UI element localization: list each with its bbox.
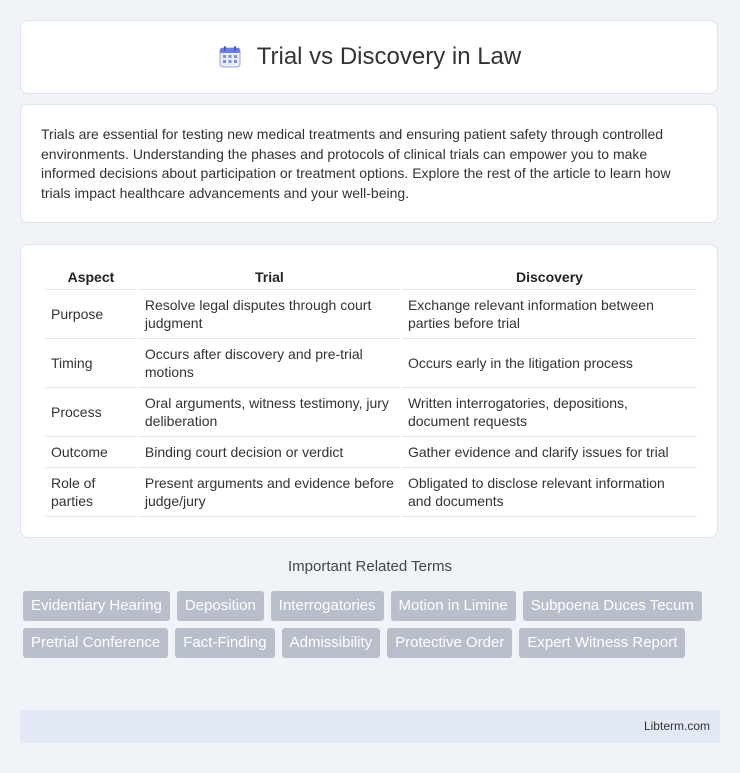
cell-discovery: Occurs early in the litigation process	[402, 339, 697, 388]
intro-card	[20, 104, 718, 223]
calendar-icon	[217, 44, 243, 70]
intro-text: Trials are essential for testing new medical treatments and ensuring patient safety through controlled environments. Understanding the phases and protocols of clinical trials can empower you to make informed decisions about participation or treatment options. Explore the rest of the article to learn how trials impact healthcare advancements and your well-being.	[41, 126, 671, 201]
page-title: Trial vs Discovery in Law	[256, 43, 522, 70]
footer	[20, 710, 720, 743]
table-row	[45, 290, 697, 339]
term-tag[interactable]: Pretrial Conference	[23, 628, 168, 658]
cell-discovery: Written interrogatories, depositions, document requests	[402, 388, 697, 437]
cell-trial: Binding court decision or verdict	[139, 437, 400, 468]
cell-aspect: Outcome	[45, 437, 137, 468]
cell-aspect: Timing	[45, 339, 137, 388]
cell-trial: Occurs after discovery and pre-trial motions	[139, 339, 400, 388]
term-tag[interactable]: Interrogatories	[271, 591, 384, 621]
table-header-row	[45, 267, 697, 290]
term-tag[interactable]: Subpoena Duces Tecum	[523, 591, 702, 621]
term-tag[interactable]: Deposition	[177, 591, 264, 621]
table-row	[45, 468, 697, 517]
related-terms-list	[23, 591, 723, 658]
table-row	[45, 388, 697, 437]
term-tag[interactable]: Fact-Finding	[175, 628, 274, 658]
related-terms-title: Important Related Terms	[288, 558, 452, 575]
cell-trial: Oral arguments, witness testimony, jury deliberation	[139, 388, 400, 437]
cell-aspect: Process	[45, 388, 137, 437]
footer-site-link[interactable]: Libterm.com	[643, 719, 710, 733]
cell-trial: Present arguments and evidence before judge/jury	[139, 468, 400, 517]
header-aspect: Aspect	[45, 267, 137, 290]
cell-discovery: Gather evidence and clarify issues for trial	[402, 437, 697, 468]
term-tag[interactable]: Evidentiary Hearing	[23, 591, 170, 621]
cell-discovery: Obligated to disclose relevant information and documents	[402, 468, 697, 517]
cell-aspect: Role of parties	[45, 468, 137, 517]
cell-aspect: Purpose	[45, 290, 137, 339]
comparison-card	[20, 244, 718, 538]
header-discovery: Discovery	[402, 267, 697, 290]
comparison-table	[43, 267, 699, 517]
header-trial: Trial	[139, 267, 400, 290]
header-card	[20, 20, 718, 94]
term-tag[interactable]: Admissibility	[282, 628, 381, 658]
table-row	[45, 339, 697, 388]
term-tag[interactable]: Motion in Limine	[391, 591, 516, 621]
table-row	[45, 437, 697, 468]
term-tag[interactable]: Expert Witness Report	[519, 628, 685, 658]
cell-trial: Resolve legal disputes through court judgment	[139, 290, 400, 339]
cell-discovery: Exchange relevant information between parties before trial	[402, 290, 697, 339]
term-tag[interactable]: Protective Order	[387, 628, 512, 658]
